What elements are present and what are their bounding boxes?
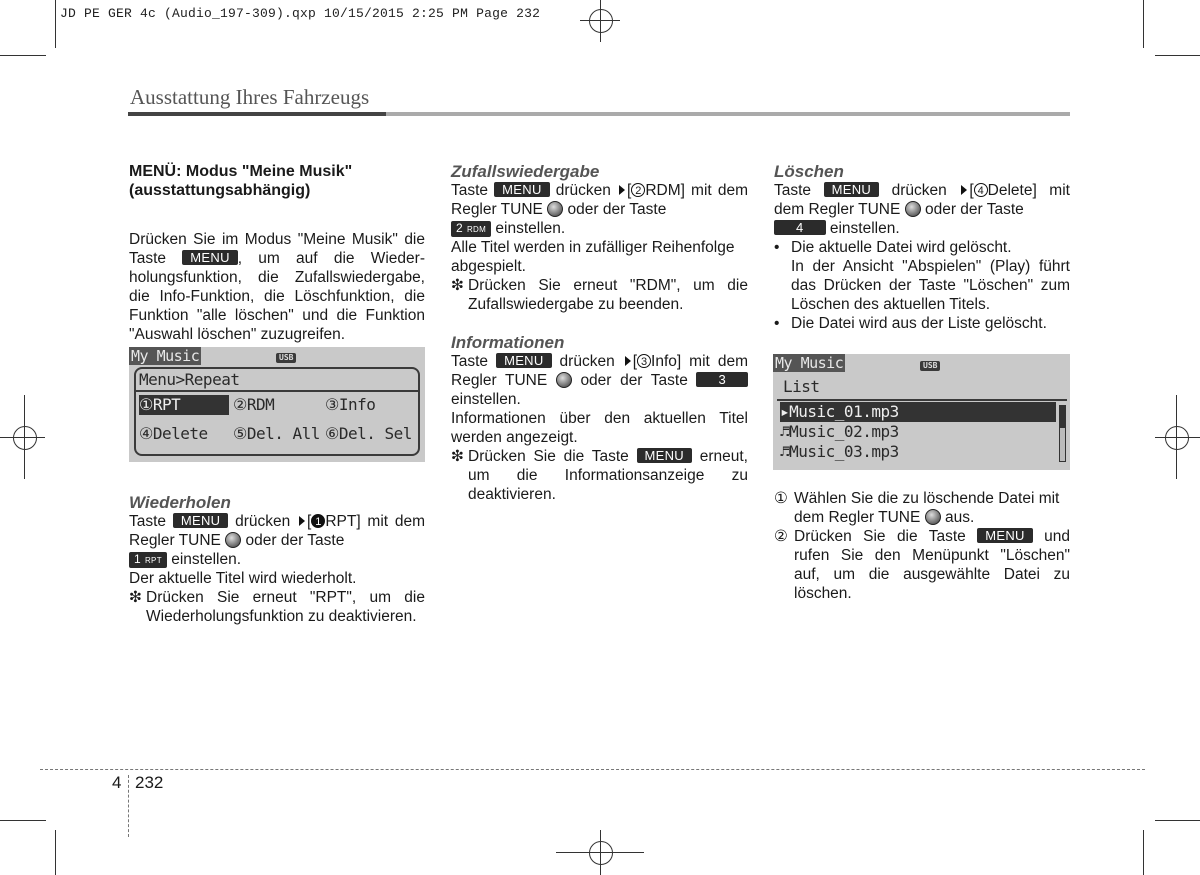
section-title: Löschen [774, 162, 844, 181]
lcd-menu-item-info: ③Info [325, 395, 376, 414]
lcd-title: My Music [775, 354, 844, 372]
number-circle: 2 [631, 183, 645, 197]
menu-key: MENU [977, 528, 1032, 543]
info-instructions: Taste MENU drücken [ 3 Info] mit dem Regler TUNE oder der Taste 3 einstellen. [451, 353, 748, 408]
lcd-menu-item-del-sel: ⑥Del. Sel [325, 424, 412, 443]
chapter-number: 4 [112, 773, 122, 792]
arrow-right-icon [961, 185, 967, 195]
lcd-screen-file-list [773, 354, 1070, 470]
crop-mark [0, 820, 46, 821]
repeat-key-line: 1 RPT einstellen. [129, 550, 425, 569]
bullet-item: • Die aktuelle Datei wird gelöscht. In der Ansicht "Abspielen" (Play) führt das Drücken der Taste "Löschen" zum Löschen des aktuellen Titels. [774, 239, 1070, 313]
rdm-key: 2 RDM [451, 221, 491, 237]
lcd-scrollbar [1059, 405, 1066, 462]
lcd-title: My Music [131, 347, 200, 365]
menu-key: MENU [494, 182, 549, 197]
tune-knob-icon [905, 201, 921, 217]
lcd-file-item: ♬Music_02.mp3 [780, 422, 899, 441]
column-1 [129, 162, 425, 344]
lcd-panel-title: Menu>Repeat [139, 370, 240, 389]
lcd-file-item: ♬Music_03.mp3 [780, 442, 899, 461]
lcd-file-item: ▸Music_01.mp3 [780, 402, 1056, 422]
lcd-menu-item-rpt: ①RPT [139, 395, 229, 415]
repeat-note: ❇ Drücken Sie erneut "RPT", um die Wiederholungsfunktion zu deaktivieren. [129, 589, 425, 625]
page-number [112, 773, 121, 793]
menu-key: MENU [637, 448, 692, 463]
page-separator [128, 775, 129, 837]
page-number-value: 232 [135, 773, 164, 792]
menu-key: MENU [173, 513, 228, 528]
tune-knob-icon [225, 532, 241, 548]
random-key-line: 2 RDM einstellen. [451, 219, 748, 238]
crop-mark [0, 55, 46, 56]
delete-key-line: 4 einstellen. [774, 219, 1070, 238]
crop-mark [1143, 830, 1144, 875]
section-delete [774, 162, 1070, 333]
footer-rule [40, 769, 1145, 770]
header-rule [128, 112, 1070, 116]
usb-badge: USB [920, 361, 940, 371]
arrow-right-icon [299, 516, 305, 526]
step-2: ② Drücken Sie die Taste MENU und rufen Sie den Menüpunkt "Löschen" auf, um die ausgewählte Datei zu löschen. [774, 528, 1071, 602]
section-title: Informationen [451, 333, 565, 352]
delete-instructions: Taste MENU drücken [ 4 Delete] mit dem Regler TUNE oder der Taste [774, 182, 1070, 218]
delete-steps [774, 489, 1070, 603]
crop-mark [1143, 0, 1144, 48]
section-title: Wiederholen [129, 493, 231, 512]
tune-knob-icon [556, 372, 572, 388]
step-1: ① Wählen Sie die zu löschende Datei mit dem Regler TUNE aus. [774, 490, 1060, 526]
section-random [451, 162, 748, 504]
usb-badge: USB [276, 353, 296, 363]
arrow-right-icon [619, 185, 625, 195]
number-key-3: 3 [696, 372, 748, 387]
number-key-4: 4 [774, 220, 826, 235]
crop-mark [1155, 55, 1200, 56]
lcd-menu-item-del-all: ⑤Del. All [233, 424, 320, 443]
section-title: Zufallswiedergabe [451, 162, 600, 181]
section-heading: MENÜ: Modus "Meine Musik" (ausstattungsabhängig) [129, 163, 353, 199]
lcd-menu-item-rdm: ②RDM [233, 395, 275, 414]
rpt-key: 1 RPT [129, 552, 167, 568]
crop-mark [1155, 820, 1200, 821]
random-instructions: Taste MENU drücken [ 2 RDM] mit dem Regler TUNE oder der Taste [451, 182, 748, 218]
number-circle: 1 [311, 514, 325, 528]
lcd-screen-repeat-menu [129, 347, 425, 462]
page-header-title: Ausstattung Ihres Fahrzeugs [130, 85, 370, 109]
random-result: Alle Titel werden in zufälliger Reihenfolge abgespielt. [451, 239, 735, 275]
menu-key: MENU [182, 250, 237, 265]
tune-knob-icon [925, 509, 941, 525]
menu-key: MENU [824, 182, 879, 197]
crop-mark [55, 830, 56, 875]
number-circle: 4 [974, 183, 988, 197]
print-info: JD PE GER 4c (Audio_197-309).qxp 10/15/2015 2:25 PM Page 232 [60, 6, 541, 21]
bullet-item: • Die Datei wird aus der Liste gelöscht. [774, 315, 1047, 332]
section-repeat [129, 493, 425, 626]
info-result: Informationen über den aktuellen Titel werden angezeigt. [451, 410, 748, 446]
menu-key: MENU [496, 353, 551, 368]
number-circle: 3 [637, 354, 651, 368]
repeat-result: Der aktuelle Titel wird wiederholt. [129, 570, 357, 587]
info-note: ❇ Drücken Sie die Taste MENU erneut, um die Informationsanzeige zu deaktivieren. [451, 448, 748, 503]
intro-paragraph: Drücken Sie im Modus "Meine Musik" die Taste MENU , um auf die Wiederholungsfunktion, die Zufallswiedergabe, die Info-Funktion, die Löschfunktion, die Funktion "alle löschen" und die Funktion "Auswahl löschen" zuzugreifen. [129, 231, 425, 343]
tune-knob-icon [547, 201, 563, 217]
lcd-menu-item-delete: ④Delete [139, 424, 208, 443]
repeat-instructions: Taste MENU drücken [ 1 RPT] mit dem Regler TUNE oder der Taste [129, 513, 426, 549]
lcd-list-title: List [783, 377, 820, 396]
crop-mark [55, 0, 56, 48]
random-note: ❇ Drücken Sie erneut "RDM", um die Zufallswiedergabe zu beenden. [451, 277, 748, 313]
arrow-right-icon [625, 356, 631, 366]
